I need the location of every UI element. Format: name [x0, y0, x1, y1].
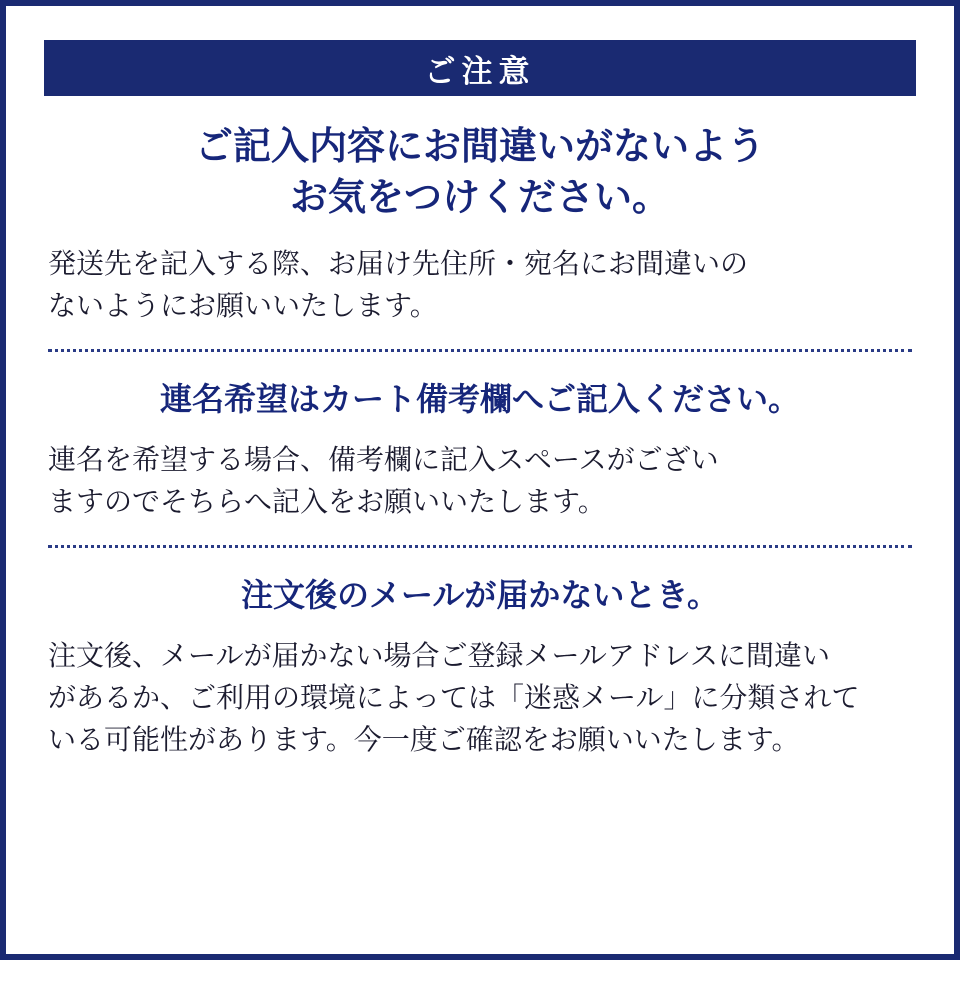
- notice-section-3-body-line-1: 注文後、メールが届かない場合ご登録メールアドレスに間違い: [48, 639, 831, 671]
- notice-section-1-body: [48, 243, 912, 327]
- notice-divider-2: [48, 545, 912, 548]
- notice-section-3-headline-line-1: 注文後のメールが届かないとき。: [240, 576, 720, 613]
- notice-section-1: [48, 122, 912, 327]
- notice-section-3: [48, 574, 912, 761]
- notice-section-1-body-line-2: ないようにお願いいたします。: [48, 289, 438, 321]
- notice-section-3-body-line-2: があるか、ご利用の環境によっては「迷惑メール」に分類されて: [48, 681, 860, 713]
- notice-banner: [44, 40, 916, 96]
- notice-section-3-body: [48, 635, 912, 761]
- notice-section-1-headline: [48, 122, 912, 225]
- notice-section-1-headline-line-2: お気をつけください。: [289, 177, 670, 220]
- notice-section-3-headline: [48, 574, 912, 617]
- notice-section-2-headline-line-1: 連名希望はカート備考欄へご記入ください。: [159, 380, 800, 417]
- notice-section-3-body-line-3: いる可能性があります。今一度ご確認をお願いいたします。: [48, 723, 800, 755]
- notice-section-2-body-line-1: 連名を希望する場合、備考欄に記入スペースがござい: [48, 443, 719, 475]
- notice-section-1-headline-line-1: ご記入内容にお間違いがないよう: [194, 126, 765, 168]
- notice-divider-1: [48, 349, 912, 352]
- notice-banner-title: ご注意: [424, 53, 536, 89]
- notice-card-inner: [6, 40, 954, 988]
- notice-section-2-headline: [48, 378, 912, 421]
- notice-section-2-body-line-2: ますのでそちらへ記入をお願いいたします。: [48, 485, 606, 517]
- notice-section-2: [48, 378, 912, 523]
- notice-section-2-body: [48, 439, 912, 523]
- notice-section-1-body-line-1: 発送先を記入する際、お届け先住所・宛名にお間違いの: [48, 247, 749, 279]
